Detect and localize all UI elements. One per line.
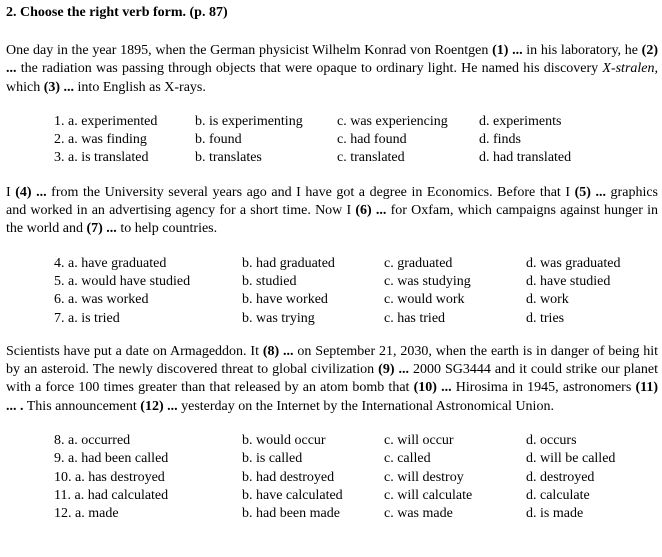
gap-marker: (10) ... — [413, 380, 452, 396]
option-row — [54, 149, 658, 167]
question-number: 10. — [54, 469, 75, 485]
question-number: 8. — [54, 433, 68, 449]
answer-choice[interactable]: a. was finding — [68, 132, 147, 148]
paragraph-text: graphics and worked in an advertising agency for a short time. Now I — [6, 184, 658, 219]
answer-choice[interactable]: c. would work — [384, 292, 465, 308]
answer-choice[interactable]: a. is tried — [68, 310, 120, 326]
answer-choice[interactable]: d. will be called — [526, 451, 616, 467]
question-number: 11. — [54, 487, 75, 503]
question-number: 3. — [54, 150, 68, 166]
answer-choice[interactable]: b. translates — [195, 150, 262, 166]
answer-choice[interactable]: d. destroyed — [526, 469, 595, 485]
first-column — [54, 113, 195, 131]
option-row — [54, 131, 658, 149]
answer-choice[interactable]: c. will calculate — [384, 487, 473, 503]
exercise-heading: 2. Choose the right verb form. (p. 87) — [6, 5, 228, 20]
gap-marker: (2) ... — [6, 43, 658, 77]
answer-choice[interactable]: c. was studying — [384, 273, 471, 289]
gap-marker: (9) ... — [378, 362, 409, 378]
gap-marker: (12) ... — [140, 398, 178, 414]
answer-choice[interactable]: a. had been called — [68, 451, 169, 467]
first-column — [54, 505, 242, 523]
option-row — [54, 469, 658, 487]
gap-marker: (5) ... — [574, 184, 606, 200]
paragraph-text: into English as X-rays. — [74, 79, 206, 95]
first-column — [54, 291, 242, 309]
answer-choice[interactable]: b. had been made — [242, 506, 340, 522]
exercise-page — [6, 4, 658, 524]
question-number: 2. — [54, 132, 68, 148]
first-column — [54, 273, 242, 291]
answer-choice[interactable]: c. had found — [337, 132, 407, 148]
question-number: 7. — [54, 310, 68, 326]
question-number: 9. — [54, 451, 68, 467]
answer-choice[interactable]: c. was experiencing — [337, 113, 448, 129]
first-column — [54, 149, 195, 167]
answer-choice[interactable]: d. finds — [479, 132, 521, 148]
option-row — [54, 273, 658, 291]
first-column — [54, 450, 242, 468]
question-number: 12. — [54, 506, 75, 522]
first-column — [54, 487, 242, 505]
paragraph-text: to help countries. — [116, 221, 218, 237]
first-column — [54, 310, 242, 328]
paragraph-text: which — [6, 79, 44, 95]
answer-choice[interactable]: c. translated — [337, 150, 405, 166]
paragraph-oxfam — [6, 184, 658, 239]
paragraph-text: in his laboratory, he — [522, 43, 642, 58]
answer-choice[interactable]: b. had graduated — [242, 255, 335, 271]
answer-choice[interactable]: c. has tried — [384, 310, 446, 326]
answer-choice[interactable]: a. has destroyed — [75, 469, 165, 485]
option-row — [54, 291, 658, 309]
option-row — [54, 505, 658, 523]
answer-choice[interactable]: d. tries — [526, 310, 565, 326]
answer-choice[interactable]: a. made — [75, 506, 119, 522]
option-row — [54, 487, 658, 505]
paragraph-text: yesterday on the Internet by the International Astronomical Union. — [177, 398, 554, 414]
answer-choice[interactable]: c. graduated — [384, 255, 453, 271]
gap-marker: (3) ... — [43, 79, 75, 95]
first-column — [54, 131, 195, 149]
answer-choice[interactable]: d. was graduated — [526, 255, 621, 271]
gap-marker: (11) ... . — [6, 380, 659, 414]
option-row — [54, 432, 658, 450]
question-number: 1. — [54, 113, 68, 129]
question-number: 6. — [54, 292, 68, 308]
paragraph-text: the radiation was passing through objects that were opaque to ordinary light. He named his discovery — [16, 61, 603, 77]
answer-choice[interactable]: b. would occur — [242, 433, 326, 449]
paragraph-text: 2000 SG3444 and it could strike our planet with a force 100 times greater than that released by an atom bomb that — [6, 362, 658, 396]
options-4-7 — [54, 255, 658, 328]
gap-marker: (7) ... — [86, 221, 117, 237]
answer-choice[interactable]: b. found — [195, 132, 242, 148]
options-1-3 — [54, 113, 658, 168]
option-row — [54, 255, 658, 273]
answer-choice[interactable]: d. had translated — [479, 150, 572, 166]
paragraph-text: One day in the year 1895, when the German physicist Wilhelm Konrad von Roentgen — [6, 43, 493, 58]
first-column — [54, 432, 242, 450]
answer-choice[interactable]: a. experimented — [68, 113, 158, 129]
answer-choice[interactable]: c. will destroy — [384, 469, 464, 485]
question-number: 4. — [54, 255, 68, 271]
gap-marker: (8) ... — [262, 343, 294, 359]
gap-marker: (4) ... — [15, 184, 47, 200]
options-8-12 — [54, 432, 658, 523]
answer-choice[interactable]: c. called — [384, 451, 431, 467]
answer-choice[interactable]: d. calculate — [526, 487, 590, 503]
gap-marker: (6) ... — [355, 203, 387, 219]
question-number: 5. — [54, 273, 68, 289]
paragraph-text: Hirosima in 1945, astronomers — [451, 380, 636, 396]
option-row — [54, 450, 658, 468]
paragraph-text: Scientists have put a date on Armageddon. It — [6, 343, 263, 359]
answer-choice[interactable]: d. work — [526, 292, 569, 308]
answer-choice[interactable]: a. was worked — [68, 292, 149, 308]
paragraph-text: on September 21, 2030, when the earth is in danger of being hit by an asteroid. The newly discovered threat to global civilization — [6, 343, 659, 378]
answer-choice[interactable]: c. was made — [384, 506, 453, 522]
answer-choice[interactable]: a. have graduated — [68, 255, 167, 271]
answer-choice[interactable]: b. have calculated — [242, 487, 343, 503]
option-row — [54, 113, 658, 131]
answer-choice[interactable]: a. would have studied — [68, 273, 191, 289]
answer-choice[interactable]: b. is experimenting — [195, 113, 303, 129]
answer-choice[interactable]: d. have studied — [526, 273, 611, 289]
first-column — [54, 255, 242, 273]
paragraph-roentgen — [6, 42, 658, 97]
paragraph-text: X-stralen, — [602, 61, 658, 77]
gap-marker: (1) ... — [492, 43, 523, 58]
answer-choice[interactable]: d. experiments — [479, 113, 562, 129]
paragraph-text: for Oxfam, which campaigns against hunger in the world and — [6, 203, 658, 237]
first-column — [54, 469, 242, 487]
answer-choice[interactable]: b. had destroyed — [242, 469, 335, 485]
answer-choice[interactable]: a. had calculated — [74, 487, 169, 503]
answer-choice[interactable]: a. occurred — [68, 433, 131, 449]
answer-choice[interactable]: b. was trying — [242, 310, 315, 326]
option-row — [54, 310, 658, 328]
answer-choice[interactable]: a. is translated — [68, 150, 149, 166]
answer-choice[interactable]: b. is called — [242, 451, 303, 467]
paragraph-text: I — [6, 184, 16, 200]
paragraph-text: from the University several years ago and I have got a degree in Economics. Before that I — [46, 184, 575, 200]
answer-choice[interactable]: d. occurs — [526, 433, 577, 449]
answer-choice[interactable]: c. will occur — [384, 433, 454, 449]
answer-choice[interactable]: b. have worked — [242, 292, 328, 308]
paragraph-armageddon — [6, 343, 658, 416]
paragraph-text: This announcement — [23, 398, 141, 414]
answer-choice[interactable]: d. is made — [526, 506, 584, 522]
answer-choice[interactable]: b. studied — [242, 273, 297, 289]
